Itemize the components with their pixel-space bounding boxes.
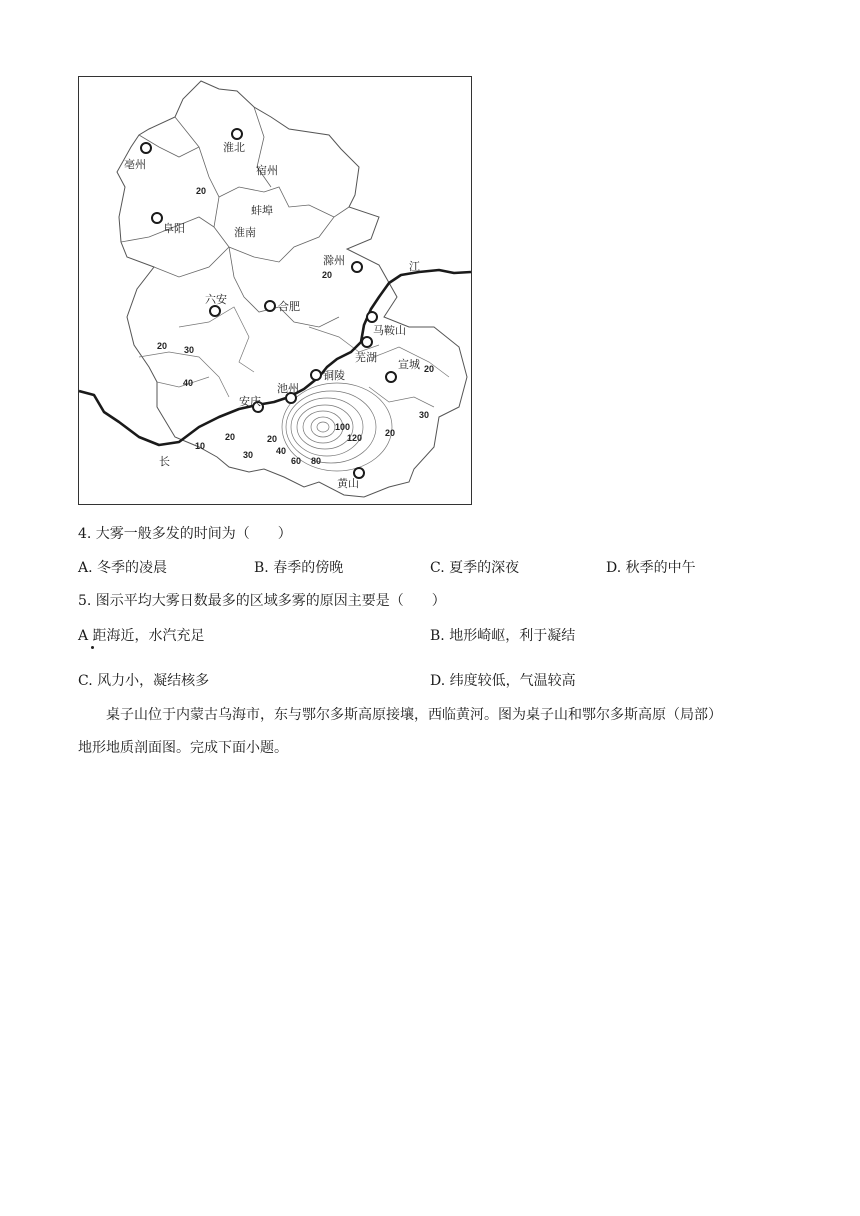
city-label: 合肥 [278,300,300,313]
contour-value: 80 [311,456,322,466]
contour-value: 30 [184,345,195,355]
contour-value: 20 [322,270,333,280]
contour-value: 20 [385,428,396,438]
contour-value: 120 [347,433,363,443]
passage-line-2: 地形地质剖面图。完成下面小题。 [78,740,288,756]
option-a-dot [91,646,94,649]
city-label: 宣城 [398,358,420,371]
contour-value: 40 [183,378,194,388]
question-5-stem: 5. 图示平均大雾日数最多的区域多雾的原因主要是（ ） [78,593,446,609]
contour-value: 20 [196,186,207,196]
contour-value: 10 [195,441,206,451]
contour-value: 60 [291,456,302,466]
city-label: 亳州 [124,158,146,171]
city-label: 铜陵 [323,369,345,382]
contour-value: 40 [276,446,287,456]
contour-value: 20 [267,434,278,444]
river-label: 江 [409,260,420,273]
city-label: 滁州 [323,254,345,267]
city-label: 黄山 [337,477,359,490]
passage-line-1: 桌子山位于内蒙古乌海市，东与鄂尔多斯高原接壤，西临黄河。图为桌子山和鄂尔多斯高原（局部） [106,707,722,723]
contour-value: 30 [419,410,430,420]
question-4-option-b[interactable]: B. 春季的傍晚 [254,560,344,576]
city-label: 阜阳 [163,222,185,235]
question-5-option-b[interactable]: B. 地形崎岖，利于凝结 [430,628,576,644]
question-4-option-c[interactable]: C. 夏季的深夜 [430,560,520,576]
city-label: 淮南 [234,226,256,239]
city-label: 宿州 [256,164,278,177]
question-4-stem: 4. 大雾一般多发的时间为（ ） [78,526,292,542]
question-5-option-d[interactable]: D. 纬度较低，气温较高 [430,673,576,689]
contour-value: 20 [157,341,168,351]
city-label: 安庆 [239,395,261,408]
contour-value: 20 [424,364,435,374]
river-label: 长 [159,455,170,468]
question-5-option-a[interactable]: A 距海近，水汽充足 [78,628,205,644]
contour-value: 20 [225,432,236,442]
city-label: 蚌埠 [251,204,273,217]
city-label: 淮北 [223,141,245,154]
contour-value: 30 [243,450,254,460]
question-4-option-a[interactable]: A. 冬季的凌晨 [78,560,168,576]
city-label: 池州 [277,382,299,395]
question-4-option-d[interactable]: D. 秋季的中午 [606,560,696,576]
question-5-option-c[interactable]: C. 风力小，凝结核多 [78,673,210,689]
city-label: 六安 [205,293,227,306]
contour-value: 100 [335,422,351,432]
city-label: 芜湖 [355,351,377,364]
map-svg [79,77,471,504]
city-label: 马鞍山 [373,324,406,337]
fog-days-map [78,76,472,505]
